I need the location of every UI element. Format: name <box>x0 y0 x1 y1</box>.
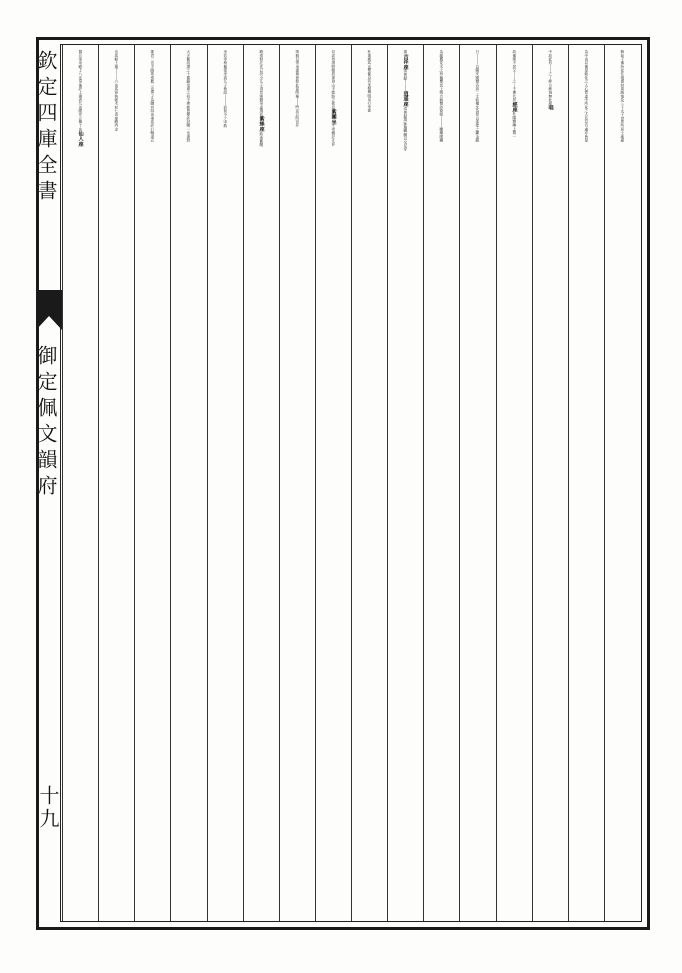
body-text: 殿奏對訖先已設小兀子得旨則側身虛揖而 <box>259 50 264 117</box>
body-text: 杜陽雜編上製二 <box>512 111 517 138</box>
body-text: 坐若宰相樞密坐高兀子執政丨丨丨而低 <box>223 50 228 113</box>
text-column <box>58 50 102 920</box>
entry-heading: 逍遥座 <box>402 91 409 107</box>
body-text: 曰丨丨丨以賜安國僧各高二丈斫檀沈為骨以漆塗之鏤金銀 <box>475 50 480 142</box>
entry-heading: 紫團坐 <box>330 108 337 125</box>
entry-heading: 吉祥座 <box>402 53 409 70</box>
body-text: 杜重威馬也 <box>367 50 372 69</box>
body-text: 則無以寄身遂創意如此當時稱丨丨 <box>295 50 300 106</box>
body-text: 郡君二也不隔郊奏薦三也奏子為職官四也乘馬許行馳道五 <box>150 50 155 142</box>
entry-heading: 經座 <box>511 101 518 112</box>
page-margin <box>36 40 60 930</box>
body-text: 清異録丨丨丨 <box>403 69 408 92</box>
body-text: 便絛以容坐相傳明皇行幸從 <box>367 68 372 113</box>
body-text: 時宣召院官升 <box>295 105 300 128</box>
body-text: 故佛則不居又丨丨之丨千佛代居 <box>512 50 517 102</box>
entry-heading: 紫絲座 <box>258 116 265 132</box>
body-text: 臣或侍諮野頓扈駕登山不能跂立欲息 <box>331 50 336 109</box>
entry-heading: 唱 <box>547 105 554 111</box>
body-text: 賢刧千佛所化住境提封周統奄及三千大千世界所居土地最 <box>620 50 625 142</box>
body-text: 清異録胡牀施轉關以交足穿 <box>403 106 408 151</box>
body-text: 也馬鞍上施丨丨丨六也馬前執破木杖七也宴殿内金 <box>114 50 119 131</box>
body-text: 曲洧舊聞 <box>259 131 264 147</box>
body-text: 齋 <box>403 50 408 54</box>
body-text: 器且坐朵殿上八也身後許上遺表九也國史立傳十也 <box>78 50 83 131</box>
body-text: 大夫舊説謂之十樣錦受命之初不俟赦恩便許封贈一也妻封 <box>186 50 191 142</box>
book-title: 欽定四庫全書 <box>34 50 58 206</box>
page-number: 十九 <box>36 785 60 831</box>
volume-title: 御定佩文韻府 <box>34 345 58 501</box>
body-text: 令之中散 <box>223 112 228 128</box>
body-text: 王堂雜記凡非 <box>331 124 336 147</box>
body-text: 中故此有丨〡之丨餘方餘域無此座 <box>548 50 553 106</box>
entry-heading: 仙人座 <box>77 130 84 147</box>
body-text: 為中也以佛是能化之人心實虛中所化之人及以方處亦皆是 <box>584 50 589 142</box>
body-text: 為龍鳳花木之形徧覆其上姚合病僧詩倚壁丨丨丨闡鍾喫藥 <box>439 50 444 142</box>
